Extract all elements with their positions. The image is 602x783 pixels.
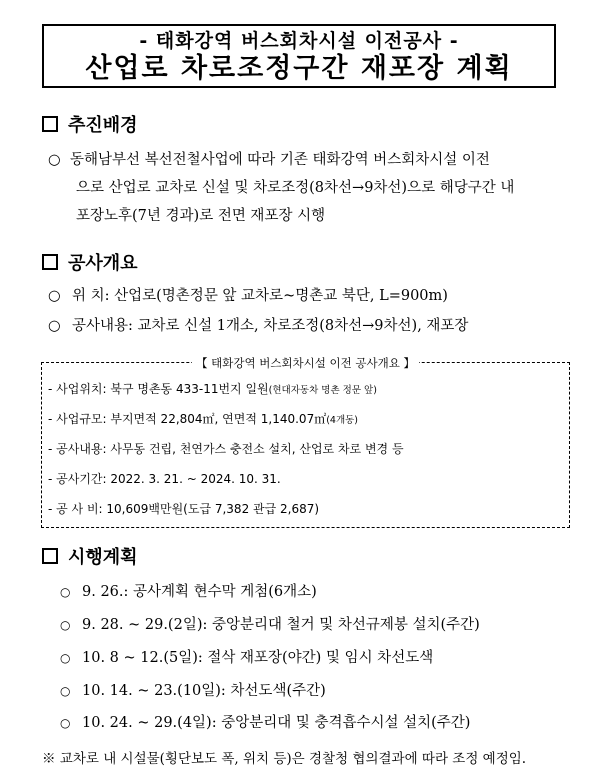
footnote: ※ 교차로 내 시설물(횡단보도 폭, 위치 등)은 경찰청 협의결과에 따라 조정 예정임. bbox=[42, 751, 527, 767]
background-line-3: 포장노후(7년 경과)로 전면 재포장 시행 bbox=[76, 208, 326, 224]
section-label: 시행계획 bbox=[68, 547, 138, 568]
plan-item: ○ 9. 28. ~ 29.(2일): 중앙분리대 철거 및 차선규제봉 설치(주간) bbox=[60, 613, 480, 637]
circle-bullet-icon: ○ bbox=[60, 618, 71, 632]
project-overview-box bbox=[41, 356, 570, 528]
document-subtitle: - 태화강역 버스회차시설 이전공사 - bbox=[139, 30, 459, 52]
square-bullet-icon bbox=[42, 116, 58, 132]
plan-item: ○ 9. 26.: 공사계획 현수막 게첨(6개소) bbox=[60, 580, 317, 604]
overview-row-scale: - 사업규모: 부지면적 22,804㎡, 연면적 1,140.07㎡(4개동) bbox=[48, 412, 359, 426]
overview-box-title: 【 태화강역 버스회차시설 이전 공사개요 】 bbox=[42, 353, 569, 373]
title-box bbox=[42, 24, 556, 88]
circle-bullet-icon: ○ bbox=[60, 684, 71, 698]
circle-bullet-icon: ○ bbox=[48, 288, 61, 304]
overview-item-content bbox=[48, 314, 468, 338]
overview-item-text: 공사내용: 교차로 신설 1개소, 차로조정(8차선→9차선), 재포장 bbox=[72, 318, 469, 334]
plan-item: ○ 10. 24. ~ 29.(4일): 중앙분리대 및 충격흡수시설 설치(주간) bbox=[60, 711, 470, 735]
circle-bullet-icon: ○ bbox=[48, 318, 61, 334]
section-heading-background bbox=[42, 114, 138, 138]
plan-item: ○ 10. 8 ~ 12.(5일): 절삭 재포장(야간) 및 임시 차선도색 bbox=[60, 646, 433, 670]
overview-item-location bbox=[48, 284, 448, 308]
section-heading-overview bbox=[42, 252, 138, 276]
overview-row-period: - 공사기간: 2022. 3. 21. ~ 2024. 10. 31. bbox=[48, 472, 281, 486]
circle-bullet-icon: ○ bbox=[60, 651, 71, 665]
circle-bullet-icon: ○ bbox=[48, 152, 61, 168]
square-bullet-icon bbox=[42, 254, 58, 270]
overview-item-text: 위 치: 산업로(명촌정문 앞 교차로~명촌교 북단, L=900m) bbox=[72, 288, 448, 304]
background-line-2: 으로 산업로 교차로 신설 및 차로조정(8차선→9차선)으로 해당구간 내 bbox=[76, 180, 515, 196]
section-label: 공사개요 bbox=[68, 253, 138, 274]
section-label: 추진배경 bbox=[68, 115, 138, 136]
background-line-1: 동해남부선 복선전철사업에 따라 기존 태화강역 버스회차시설 이전 bbox=[70, 152, 490, 168]
square-bullet-icon bbox=[42, 548, 58, 564]
overview-row-content: - 공사내용: 사무동 건립, 천연가스 충전소 설치, 산업로 차로 변경 등 bbox=[48, 442, 404, 456]
overview-row-cost: - 공 사 비: 10,609백만원(도급 7,382 관급 2,687) bbox=[48, 502, 320, 516]
plan-item: ○ 10. 14. ~ 23.(10일): 차선도색(주간) bbox=[60, 679, 326, 703]
circle-bullet-icon: ○ bbox=[60, 716, 71, 730]
document-title: 산업로 차로조정구간 재포장 계획 bbox=[85, 53, 513, 84]
background-paragraph bbox=[48, 146, 578, 230]
overview-row-location: - 사업위치: 북구 명촌동 433-11번지 일원(현대자동차 명촌 정문 앞) bbox=[48, 382, 377, 396]
circle-bullet-icon: ○ bbox=[60, 585, 71, 599]
section-heading-plan bbox=[42, 546, 138, 570]
